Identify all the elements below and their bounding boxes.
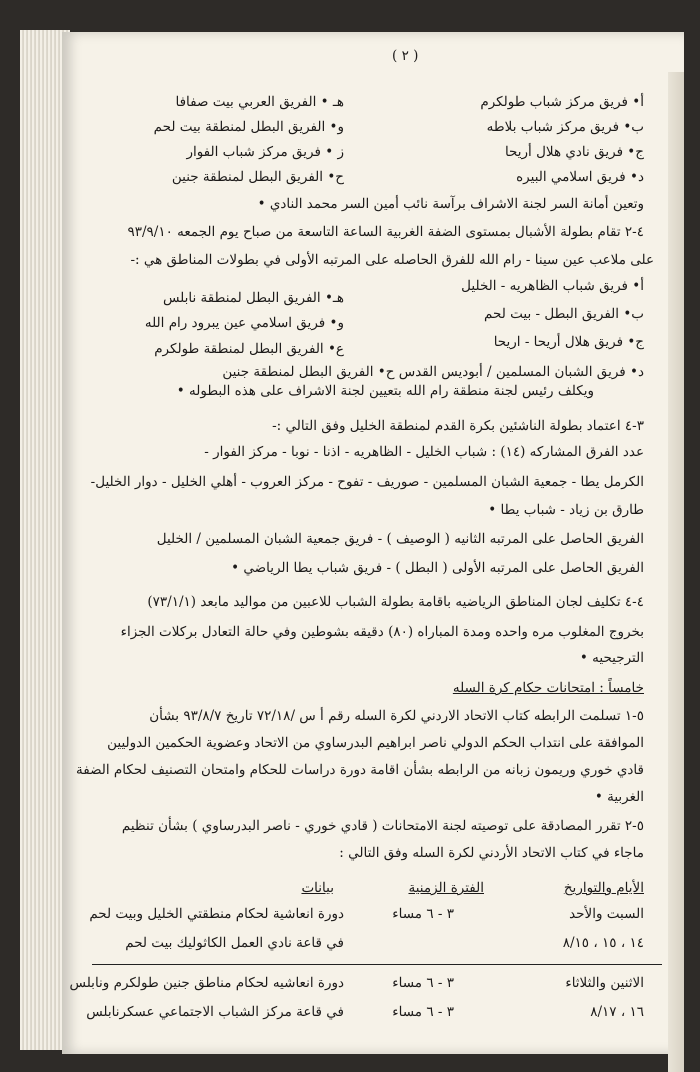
s4-2-left-3: ج• فريق هلال أريحا - اريحا bbox=[493, 334, 644, 350]
s4-2-right-1: هـ• الفريق البطل لمنطقة نابلس bbox=[162, 290, 344, 306]
schedule-row1-date: ١٤ ، ١٥ ، ٨/١٥ bbox=[562, 935, 644, 951]
s4-4-line3: الترجيحيه • bbox=[579, 650, 644, 666]
s5-1-line2: الموافقة على انتداب الحكم الدولي ناصر ابراهيم البدرساوي من الاتحاد وعضوية الحكمين الدوليين bbox=[107, 735, 644, 751]
s4-2-d-line: د• فريق الشبان المسلمين / أبوديس القدس ح• الفريق البطل لمنطقة جنين bbox=[222, 364, 644, 380]
schedule-header-days: الأيام والتواريخ bbox=[563, 880, 644, 896]
s4-3-second-place: الفريق الحاصل على المرتبه الثانيه ( الوصيف ) - فريق جمعية الشبان المسلمين / الخليل bbox=[156, 531, 644, 547]
s5-2-line1: ٥-٢ تقرر المصادقة على توصيته لجنة الامتحانات ( قادي خوري - ناصر البدرساوي ) بشأن تنظيم bbox=[121, 818, 644, 834]
team-a-right-1: هـ • الفريق العربي بيت صفافا bbox=[175, 94, 344, 110]
schedule-row1-time: ٣ - ٦ مساء bbox=[392, 906, 454, 922]
s4-2-left-2: ب• الفريق البطل - بيت لحم bbox=[484, 306, 644, 322]
page-number: ( ٢ ) bbox=[392, 48, 419, 64]
schedule-row2-line2: في قاعة مركز الشباب الاجتماعي عسكرنابلس bbox=[86, 1004, 344, 1020]
team-a-left-3: ج• فريق نادي هلال أريحا bbox=[504, 144, 644, 160]
s4-2-committee: ويكلف رئيس لجنة منطقة رام الله بتعيين لجنة الاشراف على هذه البطوله • bbox=[176, 383, 594, 399]
schedule-row1-line1: دورة انعاشية لحكام منطقتي الخليل وبيت لحم bbox=[89, 906, 344, 922]
team-a-left-2: ب• فريق مركز شباب بلاطه bbox=[486, 119, 644, 135]
schedule-divider bbox=[92, 964, 662, 965]
s5-1-line1: ٥-١ تسلمت الرابطه كتاب الاتحاد الاردني لكرة السله رقم أ س /٧٢/١٨ تاريخ ٩٣/٨/٧ بشأن bbox=[149, 708, 644, 724]
schedule-row2-time1: ٣ - ٦ مساء bbox=[392, 975, 454, 991]
schedule-row2-date: ١٦ ، ٨/١٧ bbox=[590, 1004, 644, 1020]
s4-2-right-3: ع• الفريق البطل لمنطقة طولكرم bbox=[154, 341, 344, 357]
s4-2-line1: ٤-٢ تقام بطولة الأشبال بمستوى الضفة الغربية الساعة التاسعة من صباح يوم الجمعه ٩٣/٩/١٠ bbox=[127, 224, 644, 240]
schedule-row2-day: الاثنين والثلاثاء bbox=[565, 975, 644, 991]
s4-3-first-place: الفريق الحاصل على المرتبه الأولى ( البطل ) - فريق شباب يطا الرياضي • bbox=[231, 560, 644, 576]
s4-3-line2: الكرمل يطا - جمعية الشبان المسلمين - صوريف - تفوح - مركز العروب - أهلي الخليل - دوار الخليل- bbox=[90, 474, 644, 490]
team-a-left-1: أ• فريق مركز شباب طولكرم bbox=[480, 94, 644, 110]
team-a-right-2: و• الفريق البطل لمنطقة بيت لحم bbox=[153, 119, 344, 135]
s4-4-line1: ٤-٤ تكليف لجان المناطق الرياضيه باقامة بطولة الشباب للاعبين من مواليد مابعد (٧٣/١/١) bbox=[147, 594, 644, 610]
s5-1-line3: قادي خوري وريمون زبانه من الرابطه بشأن اقامة دورة دراسات للحكام وامتحان التصنيف لحكام الضفة bbox=[76, 762, 644, 778]
schedule-header-details: بيانات bbox=[301, 880, 334, 896]
s4-3-count: عدد الفرق المشاركه (١٤) : شباب الخليل - الظاهريه - اذنا - نوبا - مركز الفوار - bbox=[204, 444, 644, 460]
schedule-row2-line1: دورة انعاشيه لحكام مناطق جنين طولكرم ونابلس bbox=[69, 975, 344, 991]
secretariat-line: وتعين أمانة السر لجنة الاشراف برآسة نائب أمين السر محمد النادي • bbox=[257, 196, 644, 212]
s4-4-line2: بخروج المغلوب مره واحده ومدة المباراه (٨٠) دقيقه بشوطين وفي حالة التعادل بركلات الجزاء bbox=[120, 624, 644, 640]
s5-2-line2: ماجاء في كتاب الاتحاد الأردني لكرة السله وفق التالي : bbox=[339, 845, 644, 861]
s4-3-title: ٣-٤ اعتماد بطولة الناشئين بكرة القدم لمنطقة الخليل وفق التالي :- bbox=[272, 418, 644, 434]
schedule-row2-time2: ٣ - ٦ مساء bbox=[392, 1004, 454, 1020]
s4-2-left-1: أ• فريق شباب الظاهريه - الخليل bbox=[461, 278, 644, 294]
s5-1-line4: الغربية • bbox=[594, 789, 644, 805]
schedule-row1-line2: في قاعة نادي العمل الكاثوليك بيت لحم bbox=[125, 935, 344, 951]
schedule-row1-day: السبت والأحد bbox=[569, 906, 644, 922]
s4-2-right-2: و• فريق اسلامي عين يبرود رام الله bbox=[144, 315, 344, 331]
s4-3-line3: طارق بن زياد - شباب يطا • bbox=[488, 502, 644, 518]
document-page bbox=[62, 32, 684, 1054]
team-a-right-4: ح• الفريق البطل لمنطقة جنين bbox=[171, 169, 344, 185]
team-a-right-3: ز • فريق مركز شباب الفوار bbox=[186, 144, 344, 160]
next-page-edge bbox=[668, 72, 684, 1072]
schedule-header-period: الفترة الزمنية bbox=[408, 880, 484, 896]
section5-title: خامساً : امتحانات حكام كرة السله bbox=[452, 680, 644, 696]
team-a-left-4: د• فريق اسلامي البيره bbox=[516, 169, 644, 185]
s4-2-line2: على ملاعب عين سينا - رام الله للفرق الحاصله على المرتبه الأولى في بطولات المناطق هي :- bbox=[130, 252, 654, 268]
